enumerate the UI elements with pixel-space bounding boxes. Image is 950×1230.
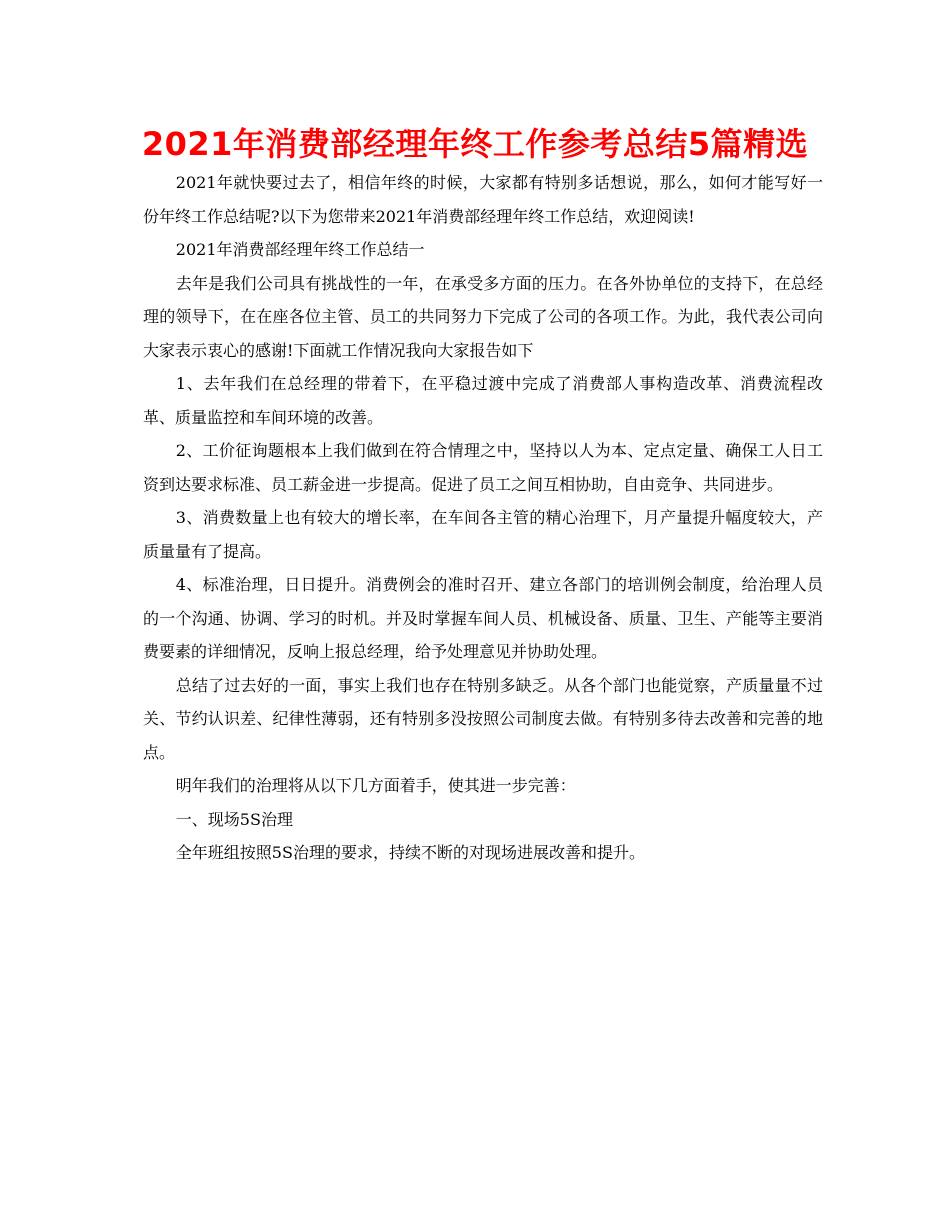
list-item: 2、工价征询题根本上我们做到在符合情理之中，坚持以人为本、定点定量、确保工人日工资到达要求标准、员工薪金进一步提高。促进了员工之间互相协助，自由竞争、共同进步。 xyxy=(143,441,823,494)
paragraph: 全年班组按照5S治理的要求，持续不断的对现场进展改善和提升。 xyxy=(175,843,645,862)
paragraph-intro: 2021年就快要过去了，相信年终的时候，大家都有特别多话想说，那么，如何才能写好一份年终工作总结呢?以下为您带来2021年消费部经理年终工作总结，欢迎阅读! xyxy=(143,173,823,226)
paragraph: 总结了过去好的一面，事实上我们也存在特别多缺乏。从各个部门也能觉察，产质量量不过关、节约认识差、纪律性薄弱，还有特别多没按照公司制度去做。有特别多待去改善和完善的地点。 xyxy=(143,675,823,762)
list-item: 4、标准治理，日日提升。消费例会的准时召开、建立各部门的培训例会制度，给治理人员的一个沟通、协调、学习的时机。并及时掌握车间人员、机械设备、质量、卫生、产能等主要消费要素的详细情况，反响上报总经理，给予处理意见并协助处理。 xyxy=(143,575,823,661)
list-item: 3、消费数量上也有较大的增长率，在车间各主管的精心治理下，月产量提升幅度较大，产质量量有了提高。 xyxy=(143,508,823,561)
paragraph: 去年是我们公司具有挑战性的一年，在承受多方面的压力。在各外协单位的支持下，在总经理的领导下，在在座各位主管、员工的共同努力下完成了公司的各项工作。为此，我代表公司向大家表示衷心的感谢!下面就工作情况我向大家报告如下 xyxy=(143,273,823,360)
document-body xyxy=(143,166,823,870)
section-heading: 2021年消费部经理年终工作总结一 xyxy=(175,240,425,259)
paragraph: 明年我们的治理将从以下几方面着手，使其进一步完善： xyxy=(175,776,576,795)
subheading: 一、现场5S治理 xyxy=(175,809,293,829)
document-title: 2021年消费部经理年终工作参考总结5篇精选 xyxy=(141,125,809,163)
list-item: 1、去年我们在总经理的带着下，在平稳过渡中完成了消费部人事构造改革、消费流程改革、质量监控和车间环境的改善。 xyxy=(143,374,823,427)
